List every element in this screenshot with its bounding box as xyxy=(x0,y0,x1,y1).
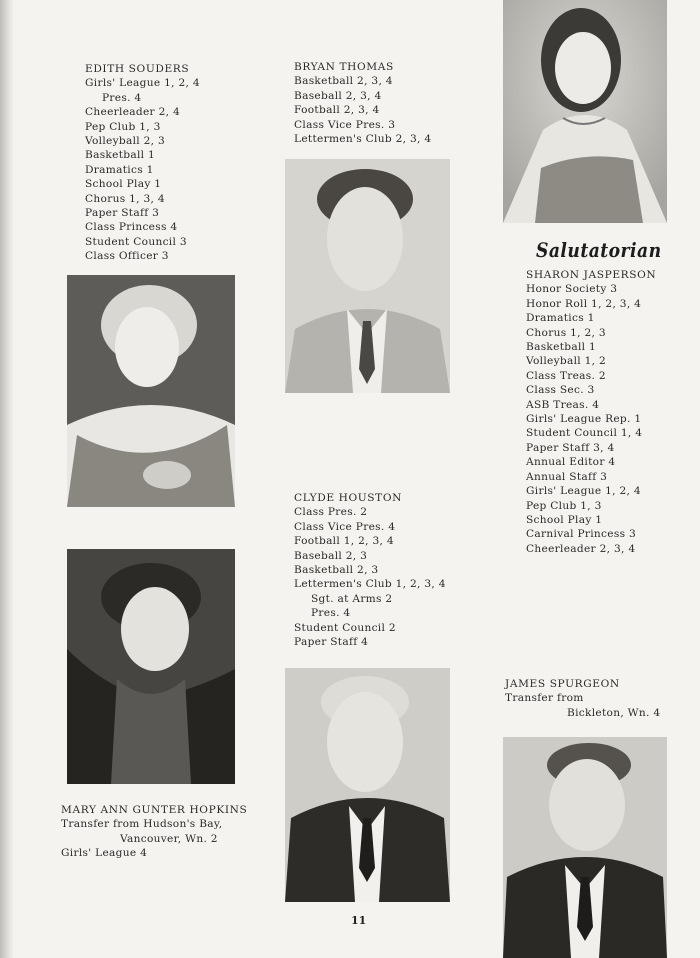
activity: Chorus 1, 3, 4 xyxy=(85,192,165,205)
activity: Sgt. at Arms 2 xyxy=(311,592,393,605)
activity: School Play 1 xyxy=(526,513,603,526)
activity: Basketball 2, 3, 4 xyxy=(294,75,393,88)
activity: Paper Staff 3 xyxy=(85,207,160,220)
activity: ASB Treas. 4 xyxy=(526,398,600,411)
activity: Pres. 4 xyxy=(311,607,351,620)
activity: Vancouver, Wn. 2 xyxy=(120,832,218,845)
activity: Basketball 1 xyxy=(85,149,156,162)
sharon-jasperson-bio xyxy=(526,268,656,556)
mary-ann-gunter-hopkins-bio xyxy=(61,803,247,861)
activity: Baseball 2, 3 xyxy=(294,549,368,562)
activity: Pres. 4 xyxy=(102,91,142,104)
activity: Volleyball 1, 2 xyxy=(526,355,607,368)
activity: Carnival Princess 3 xyxy=(526,528,637,541)
activity: Class Vice Pres. 3 xyxy=(294,118,396,131)
student-name: EDITH SOUDERS xyxy=(85,63,190,75)
bryan-thomas-bio xyxy=(294,60,431,146)
activity: Football 2, 3, 4 xyxy=(294,104,380,117)
clyde-houston-bio xyxy=(294,491,446,649)
activity: Paper Staff 3, 4 xyxy=(526,441,615,454)
activity: Transfer from xyxy=(505,692,584,705)
activity: Class Officer 3 xyxy=(85,250,169,263)
activity: Annual Staff 3 xyxy=(526,470,608,483)
activity: Basketball 1 xyxy=(526,341,597,354)
activity: Student Council 2 xyxy=(294,621,396,634)
page-number: 11 xyxy=(351,914,367,927)
activity: Class Treas. 2 xyxy=(526,369,606,382)
bryan-thomas-portrait xyxy=(285,159,450,393)
student-name: SHARON JASPERSON xyxy=(526,269,657,281)
activity: Basketball 2, 3 xyxy=(294,564,379,577)
activity: Dramatics 1 xyxy=(85,163,154,176)
student-name: MARY ANN GUNTER HOPKINS xyxy=(61,804,248,816)
mary-ann-gunter-hopkins-portrait xyxy=(67,549,235,784)
activity: Volleyball 2, 3 xyxy=(85,135,166,148)
activity: Class Vice Pres. 4 xyxy=(294,520,396,533)
edith-souders-portrait xyxy=(67,275,235,507)
activity: Class Pres. 2 xyxy=(294,506,368,519)
activity: Girls' League 1, 2, 4 xyxy=(85,77,200,90)
activity: Pep Club 1, 3 xyxy=(85,120,161,133)
activity: Chorus 1, 2, 3 xyxy=(526,326,606,339)
student-name: CLYDE HOUSTON xyxy=(294,492,402,504)
activity: Girls' League 4 xyxy=(61,847,148,860)
activity: School Play 1 xyxy=(85,178,162,191)
activity: Girls' League 1, 2, 4 xyxy=(526,485,641,498)
activity: Bickleton, Wn. 4 xyxy=(567,706,661,719)
activity: Class Princess 4 xyxy=(85,221,178,234)
activity: Lettermen's Club 1, 2, 3, 4 xyxy=(294,578,446,591)
edith-souders-bio xyxy=(85,62,200,264)
activity: Pep Club 1, 3 xyxy=(526,499,602,512)
student-name: JAMES SPURGEON xyxy=(505,678,620,690)
activity: Cheerleader 2, 4 xyxy=(85,106,181,119)
sharon-jasperson-portrait xyxy=(503,0,667,223)
activity: Transfer from Hudson's Bay, xyxy=(61,818,223,831)
student-name: BRYAN THOMAS xyxy=(294,61,394,73)
activity: Honor Society 3 xyxy=(526,283,618,296)
activity: Girls' League Rep. 1 xyxy=(526,413,642,426)
james-spurgeon-bio xyxy=(505,677,660,720)
activity: Lettermen's Club 2, 3, 4 xyxy=(294,133,432,146)
page-gutter xyxy=(0,0,14,958)
activity: Paper Staff 4 xyxy=(294,636,369,649)
clyde-houston-portrait xyxy=(285,668,450,902)
activity: Cheerleader 2, 3, 4 xyxy=(526,542,636,555)
activity: Student Council 1, 4 xyxy=(526,427,643,440)
activity: Dramatics 1 xyxy=(526,312,595,325)
activity: Class Sec. 3 xyxy=(526,384,595,397)
activity: Honor Roll 1, 2, 3, 4 xyxy=(526,297,642,310)
salutatorian-heading: Salutatorian xyxy=(536,238,662,262)
activity: Football 1, 2, 3, 4 xyxy=(294,535,394,548)
activity: Student Council 3 xyxy=(85,235,187,248)
james-spurgeon-portrait xyxy=(503,737,667,958)
activity: Baseball 2, 3, 4 xyxy=(294,89,382,102)
activity: Annual Editor 4 xyxy=(526,456,616,469)
